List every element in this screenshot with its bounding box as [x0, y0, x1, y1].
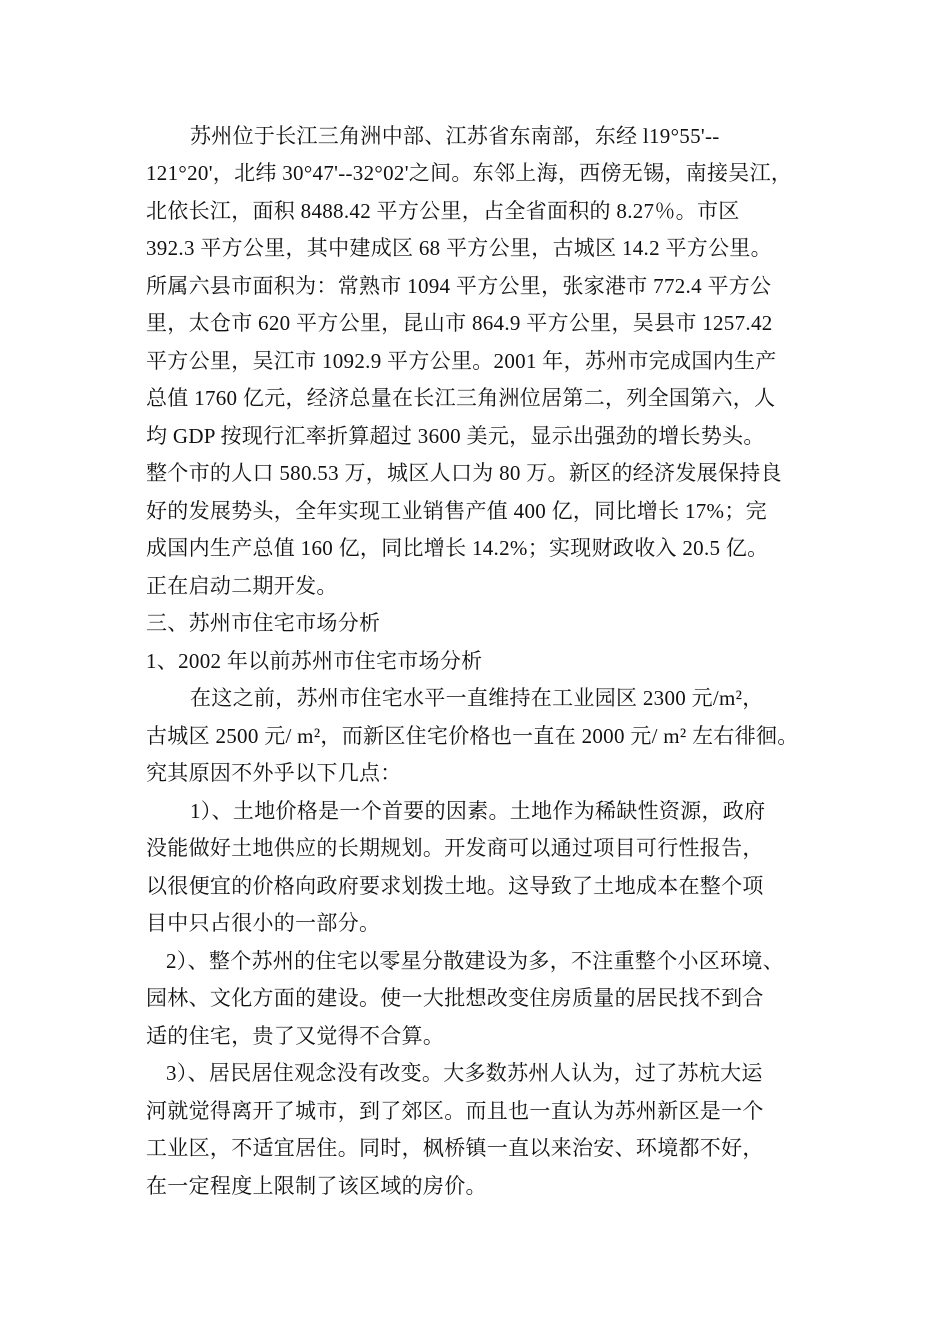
paragraph-line: 好的发展势头，全年实现工业销售产值 400 亿，同比增长 17%；完	[146, 499, 767, 523]
paragraph-line: 正在启动二期开发。	[146, 574, 338, 598]
paragraph-line: 整个市的人口 580.53 万，城区人口为 80 万。新区的经济发展保持良	[146, 461, 782, 485]
list-item-line: 在一定程度上限制了该区域的房价。	[146, 1174, 487, 1198]
section-heading: 三、苏州市住宅市场分析	[146, 611, 381, 635]
paragraph-line: 成国内生产总值 160 亿，同比增长 14.2%；实现财政收入 20.5 亿。	[146, 536, 769, 560]
paragraph-line: 平方公里，吴江市 1092.9 平方公里。2001 年，苏州市完成国内生产	[146, 349, 777, 373]
paragraph-line: 392.3 平方公里，其中建成区 68 平方公里，古城区 14.2 平方公里。	[146, 236, 772, 260]
list-item-line: 2）、整个苏州的住宅以零星分散建设为多，不注重整个小区环境、	[166, 949, 784, 973]
paragraph-line: 苏州位于长江三角洲中部、江苏省东南部，东经 l19°55'--	[190, 124, 720, 148]
paragraph-line: 究其原因不外乎以下几点：	[146, 761, 402, 785]
paragraph-line: 北依长江，面积 8488.42 平方公里，占全省面积的 8.27％。市区	[146, 199, 740, 223]
subsection-heading: 1、2002 年以前苏州市住宅市场分析	[146, 649, 483, 673]
list-item-line: 目中只占很小的一部分。	[146, 911, 381, 935]
list-item-line: 适的住宅，贵了又觉得不合算。	[146, 1024, 445, 1048]
list-item-line: 河就觉得离开了城市，到了郊区。而且也一直认为苏州新区是一个	[146, 1099, 764, 1123]
paragraph-line: 在这之前，苏州市住宅水平一直维持在工业园区 2300 元/m²，	[190, 686, 764, 710]
paragraph-line: 均 GDP 按现行汇率折算超过 3600 美元，显示出强劲的增长势头。	[146, 424, 765, 448]
list-item-line: 以很便宜的价格向政府要求划拨土地。这导致了土地成本在整个项	[146, 874, 764, 898]
list-item-line: 3）、居民居住观念没有改变。大多数苏州人认为，过了苏杭大运	[166, 1061, 763, 1085]
paragraph-line: 总值 1760 亿元，经济总量在长江三角洲位居第二，列全国第六，人	[146, 386, 776, 410]
list-item-line: 1）、土地价格是一个首要的因素。土地作为稀缺性资源，政府	[190, 799, 766, 823]
paragraph-line: 所属六县市面积为：常熟市 1094 平方公里，张家港市 772.4 平方公	[146, 274, 772, 298]
paragraph-line: 121°20'，北纬 30°47'--32°02'之间。东邻上海，西傍无锡，南接吴江，	[146, 161, 793, 185]
paragraph-line: 里，太仓市 620 平方公里，昆山市 864.9 平方公里，吴县市 1257.42	[146, 311, 773, 335]
list-item-line: 没能做好土地供应的长期规划。开发商可以通过项目可行性报告，	[146, 836, 764, 860]
list-item-line: 工业区，不适宜居住。同时，枫桥镇一直以来治安、环境都不好，	[146, 1136, 764, 1160]
list-item-line: 园林、文化方面的建设。使一大批想改变住房质量的居民找不到合	[146, 986, 764, 1010]
paragraph-line: 古城区 2500 元/ m²，而新区住宅价格也一直在 2000 元/ m² 左右徘徊。	[146, 724, 799, 748]
